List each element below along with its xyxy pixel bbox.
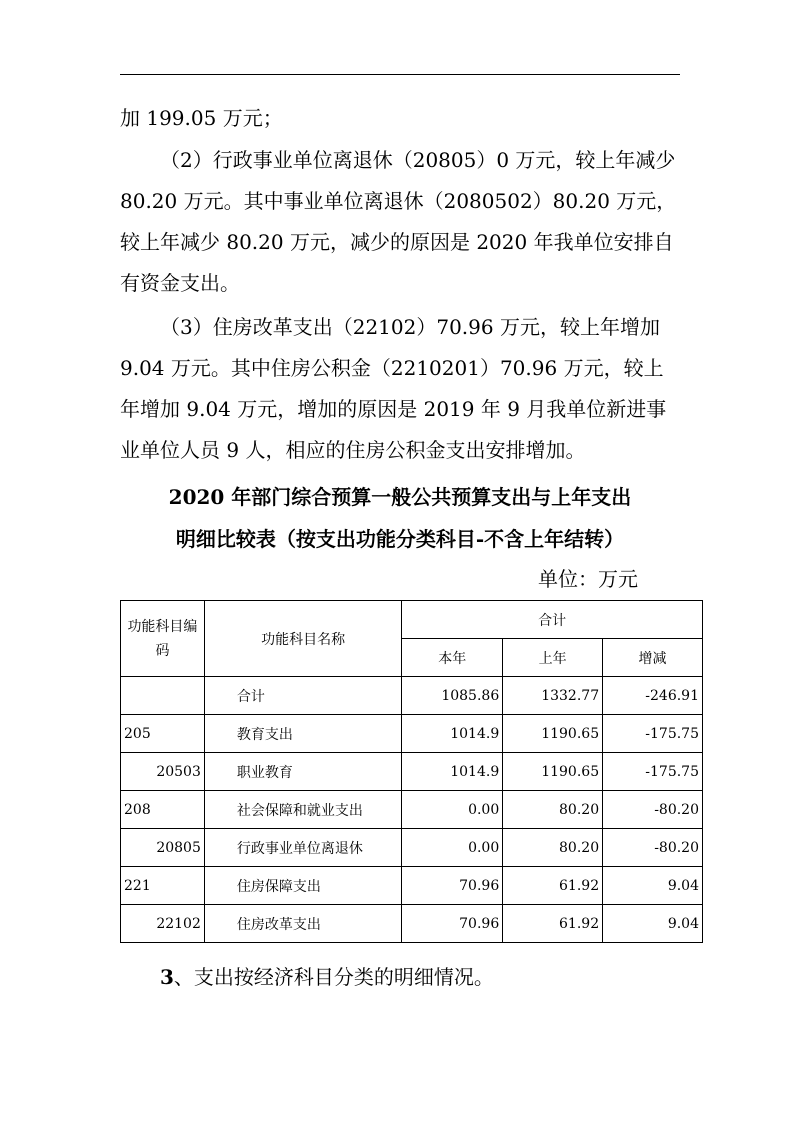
table-title-line2: 明细比较表（按支出功能分类科目-不含上年结转） [175, 527, 625, 551]
cell-change: -175.75 [603, 715, 703, 753]
cell-this-year: 0.00 [402, 791, 503, 829]
cell-name: 社会保障和就业支出 [204, 791, 401, 829]
table-row [121, 867, 703, 905]
cell-this-year: 70.96 [402, 867, 503, 905]
section-heading-3 [160, 962, 494, 992]
table-row [121, 905, 703, 943]
table-header-row [121, 601, 703, 639]
cell-code: 221 [121, 867, 205, 905]
cell-this-year: 1014.9 [402, 753, 503, 791]
header-name: 功能科目名称 [204, 601, 401, 677]
cell-name: 教育支出 [204, 715, 401, 753]
cell-last-year: 61.92 [503, 867, 603, 905]
cell-change: -80.20 [603, 791, 703, 829]
unit-label: 单位：万元 [538, 567, 638, 591]
cell-last-year: 1190.65 [503, 753, 603, 791]
table-row [121, 829, 703, 867]
cell-code: 205 [121, 715, 205, 753]
cell-code: 208 [121, 791, 205, 829]
cell-last-year: 80.20 [503, 829, 603, 867]
cell-this-year: 1014.9 [402, 715, 503, 753]
cell-change: 9.04 [603, 905, 703, 943]
table-row [121, 715, 703, 753]
header-last-year: 上年 [503, 639, 603, 677]
cell-code: 20805 [121, 829, 205, 867]
cell-name: 合计 [204, 677, 401, 715]
cell-code: 22102 [121, 905, 205, 943]
header-this-year: 本年 [402, 639, 503, 677]
cell-change: -246.91 [603, 677, 703, 715]
header-total: 合计 [402, 601, 703, 639]
cell-this-year: 0.00 [402, 829, 503, 867]
budget-comparison-table [120, 600, 703, 943]
cell-this-year: 70.96 [402, 905, 503, 943]
cell-this-year: 1085.86 [402, 677, 503, 715]
cell-change: -175.75 [603, 753, 703, 791]
cell-name: 住房保障支出 [204, 867, 401, 905]
cell-code: 20503 [121, 753, 205, 791]
paragraph-housing-reform: （3）住房改革支出（22102）70.96 万元，较上年增加 9.04 万元。其中住房公积金（2210201）70.96 万元，较上年增加 9.04 万元，增加的原因是 2019 年 9 月我单位新进事业单位人员 9 人，相应的住房公积金支出安排增加。 [120, 315, 667, 462]
cell-change: 9.04 [603, 867, 703, 905]
paragraph-continuation: 加 199.05 万元； [120, 106, 283, 130]
header-rule [120, 74, 680, 75]
cell-last-year: 61.92 [503, 905, 603, 943]
cell-last-year: 1332.77 [503, 677, 603, 715]
cell-name: 行政事业单位离退休 [204, 829, 401, 867]
table-row [121, 791, 703, 829]
cell-last-year: 1190.65 [503, 715, 603, 753]
table-row [121, 753, 703, 791]
cell-last-year: 80.20 [503, 791, 603, 829]
section-number: 3 [160, 965, 174, 989]
table-title-line1: 2020 年部门综合预算一般公共预算支出与上年支出 [168, 485, 632, 509]
section-heading-text: 、支出按经济科目分类的明细情况。 [173, 965, 494, 989]
header-code: 功能科目编码 [121, 601, 205, 677]
cell-name: 职业教育 [204, 753, 401, 791]
cell-name: 住房改革支出 [204, 905, 401, 943]
cell-change: -80.20 [603, 829, 703, 867]
table-row [121, 677, 703, 715]
paragraph-retirement: （2）行政事业单位离退休（20805）0 万元，较上年减少 80.20 万元。其中事业单位离退休（2080502）80.20 万元，较上年减少 80.20 万元，减少的原因是 2020 年我单位安排自有资金支出。 [120, 148, 677, 295]
cell-code [121, 677, 205, 715]
header-change: 增减 [603, 639, 703, 677]
